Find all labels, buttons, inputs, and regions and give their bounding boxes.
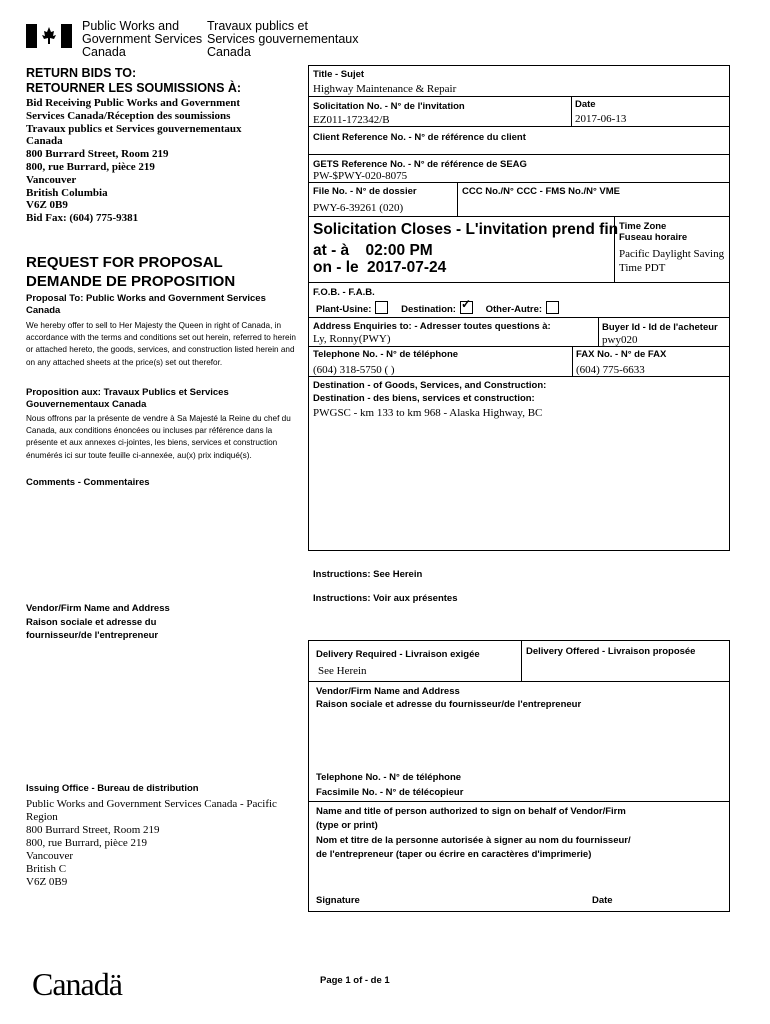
closes-label: Solicitation Closes - L'invitation prend fin [313, 221, 619, 238]
fax-label: FAX No. - N° de FAX [576, 349, 667, 360]
comments-label: Comments - Commentaires [26, 477, 150, 488]
buyer-id-label: Buyer Id - Id de l'acheteur [602, 322, 718, 333]
return-bids-address [26, 97, 286, 225]
timezone-value: Pacific Daylight Saving Time PDT [619, 248, 725, 274]
date-label: Date [575, 99, 596, 110]
authorized-label-3: Nom et titre de la personne autorisée à signer au nom du fournisseur/ [316, 835, 631, 846]
return-bids-title-fr: RETOURNER LES SOUMISSIONS À: [26, 81, 242, 95]
other-checkbox[interactable] [546, 301, 559, 314]
address-line: 800, rue Burrard, pièce 219 [26, 160, 155, 173]
rfp-title-fr: DEMANDE DE PROPOSITION [26, 273, 236, 290]
closes-at [313, 242, 433, 260]
fax-value: (604) 775-6633 [576, 364, 645, 376]
dept-en-line: Canada [82, 45, 126, 59]
dept-fr-line: Travaux publics et [207, 19, 308, 33]
return-bids-title-en: RETURN BIDS TO: [26, 66, 137, 80]
telephone-value: (604) 318-5750 ( ) [313, 364, 395, 376]
authorized-label-1: Name and title of person authorized to sign on behalf of Vendor/Firm [316, 806, 626, 817]
offer-text-fr: Nous offrons par la présente de vendre à Sa Majesté la Reine du chef du Canada, aux conditions énoncées ou incluses par référence dans la présente et aux annexes ci-jointes, les biens, services et construction énumérés ici sur toute feuille ci-annexée, au(x) prix indiqué(s). [26, 414, 291, 460]
closes-on [313, 259, 446, 277]
offer-text-en: We hereby offer to sell to Her Majesty the Queen in right of Canada, in accordance with the terms and conditions set out herein, referred to herein or attached hereto, the goods, services, and construction listed herein and on any attached sheets at the price(s) set out therefor. [26, 321, 296, 367]
gets-label: GETS Reference No. - N° de référence de SEAG [313, 159, 527, 170]
issuing-address-line: Public Works and Government Services Canada - Pacific [26, 798, 277, 810]
signature-label: Signature [316, 895, 360, 906]
rfp-title-en: REQUEST FOR PROPOSAL [26, 254, 223, 271]
destination-label-fr: Destination - des biens, services et construction: [313, 393, 535, 404]
issuing-office-label: Issuing Office - Bureau de distribution [26, 783, 199, 794]
authorized-label-2: (type or print) [316, 820, 378, 831]
vendor-label-line: Raison sociale et adresse du [26, 616, 157, 628]
address-line: V6Z 0B9 [26, 199, 68, 212]
issuing-address-line: 800 Burrard Street, Room 219 [26, 824, 160, 836]
other-label: Other-Autre: [485, 304, 543, 315]
solicitation-value: EZ011-172342/B [313, 114, 390, 126]
address-line: 800 Burrard Street, Room 219 [26, 148, 169, 161]
plant-checkbox[interactable] [375, 301, 388, 314]
address-line: Travaux publics et Services gouvernementaux [26, 122, 242, 135]
timezone-label-en: Time Zone [619, 221, 667, 232]
signature-date-label: Date [592, 895, 613, 906]
file-label: File No. - N° de dossier [313, 186, 417, 197]
vendor-telephone-label: Telephone No. - N° de téléphone [316, 772, 462, 783]
client-ref-label: Client Reference No. - N° de référence du client [313, 132, 526, 143]
department-name-fr [207, 20, 358, 59]
at-label: at - à [313, 242, 350, 259]
gets-value: PW-$PWY-020-8075 [313, 170, 408, 182]
address-line: Bid Fax: (604) 775-9381 [26, 212, 139, 225]
buyer-id-value: pwy020 [602, 334, 638, 346]
delivery-required-value: See Herein [318, 665, 367, 677]
delivery-required-label: Delivery Required - Livraison exigée [316, 649, 480, 660]
address-line: Bid Receiving Public Works and Government [26, 97, 241, 109]
address-enquiries-value: Ly, Ronny(PWY) [313, 333, 391, 345]
timezone-label-fr: Fuseau horaire [619, 232, 688, 243]
date-value: 2017-06-13 [575, 113, 627, 125]
plant-label: Plant-Usine: [316, 304, 372, 315]
vendor-label-line: Vendor/Firm Name and Address [26, 603, 170, 614]
instructions-fr: Instructions: Voir aux présentes [313, 593, 458, 604]
canada-wordmark: Canadä [32, 966, 122, 1002]
page-number: Page 1 of - de 1 [320, 975, 390, 986]
proposal-to-fr: Proposition aux: Travaux Publics et Services Gouvernementaux Canada [26, 387, 229, 410]
issuing-address-line: V6Z 0B9 [26, 876, 68, 888]
close-date: 2017-07-24 [366, 259, 447, 276]
fob-options [316, 301, 559, 315]
canada-flag-icon [26, 24, 72, 48]
destination-checkbox[interactable] [460, 301, 473, 314]
solicitation-label: Solicitation No. - N° de l'invitation [313, 101, 465, 112]
issuing-address-line: British C [26, 863, 67, 875]
title-label: Title - Sujet [313, 69, 365, 80]
ccc-label: CCC No./N° CCC - FMS No./N° VME [462, 186, 621, 197]
vendor-label [26, 602, 170, 643]
on-label: on - le [313, 259, 359, 276]
vendor-label-line: fournisseur/de l'entrepreneur [26, 630, 159, 641]
department-name-en [82, 20, 202, 59]
destination-label: Destination: [401, 304, 456, 315]
address-line: Canada [26, 135, 63, 148]
address-line: British Columbia [26, 186, 108, 199]
vendor-name-label: Vendor/Firm Name and Address [316, 686, 460, 697]
address-enquiries-label: Address Enquiries to: - Adresser toutes questions à: [313, 321, 551, 332]
address-line: Vancouver [26, 173, 77, 186]
address-line: Services Canada/Réception des soumissions [26, 109, 231, 122]
vendor-facsimile-label: Facsimile No. - N° de télécopieur [316, 787, 464, 798]
destination-value: PWGSC - km 133 to km 968 - Alaska Highway, BC [313, 407, 543, 419]
destination-label-en: Destination - of Goods, Services, and Construction: [313, 380, 547, 391]
vendor-form [308, 640, 730, 912]
dept-en-line: Government Services [82, 32, 203, 46]
close-time: 02:00 PM [365, 242, 433, 259]
issuing-address-line: Vancouver [26, 850, 74, 862]
dept-fr-line: Services gouvernementaux [207, 32, 359, 46]
issuing-office-address [26, 798, 296, 889]
proposal-to-en: Proposal To: Public Works and Government Services Canada [26, 293, 266, 316]
issuing-address-line: Region [26, 811, 58, 823]
title-value: Highway Maintenance & Repair [313, 83, 457, 95]
return-bids-heading [26, 66, 241, 96]
file-value: PWY-6-39261 (020) [313, 202, 404, 214]
dept-en-line: Public Works and [82, 19, 180, 33]
authorized-label-4: de l'entrepreneur (taper ou écrire en caractères d'imprimerie) [316, 849, 592, 860]
issuing-address-line: 800, rue Burrard, pièce 219 [26, 837, 147, 849]
dept-fr-line: Canada [207, 45, 251, 59]
telephone-label: Telephone No. - N° de téléphone [313, 349, 459, 360]
delivery-offered-label: Delivery Offered - Livraison proposée [526, 646, 696, 657]
rfp-title [26, 253, 235, 291]
solicitation-form [308, 65, 730, 551]
fob-label: F.O.B. - F.A.B. [313, 287, 375, 298]
instructions-en: Instructions: See Herein [313, 569, 423, 580]
vendor-address-label: Raison sociale et adresse du fournisseur/de l'entrepreneur [316, 699, 582, 710]
